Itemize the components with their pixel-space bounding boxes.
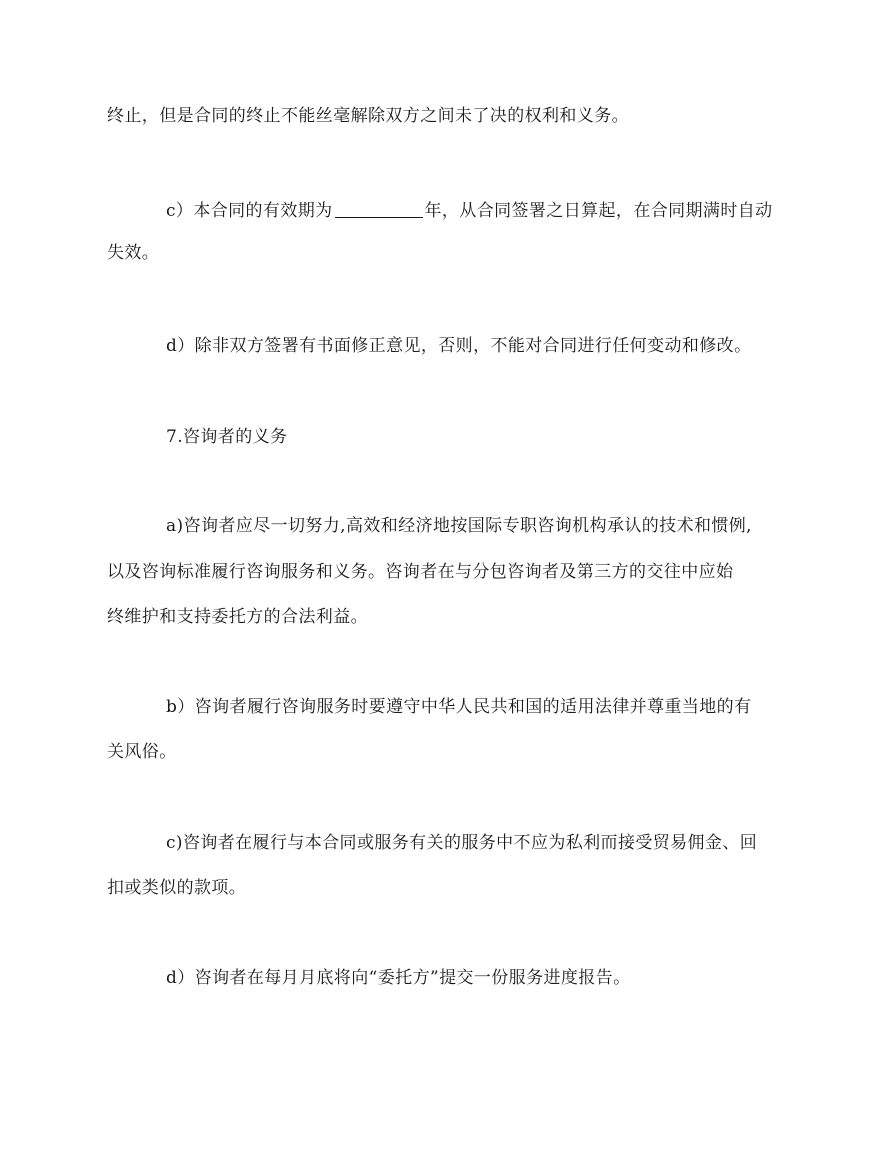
paragraph-line: d）咨询者在每月月底将向“委托方”提交一份服务进度报告。 [166, 968, 631, 988]
paragraph-line: c)咨询者在履行与本合同或服务有关的服务中不应为私利而接受贸易佣金、回 [166, 833, 758, 853]
validity-years-blank [335, 199, 423, 218]
paragraph-line: a)咨询者应尽一切努力,高效和经济地按国际专职咨询机构承认的技术和惯例, [166, 516, 752, 536]
section-heading: 7.咨询者的义务 [166, 427, 288, 447]
paragraph-line: 关风俗。 [107, 742, 177, 762]
validity-clause-suffix: 年，从合同签署之日算起，在合同期满时自动 [424, 201, 773, 221]
validity-clause-line [166, 199, 773, 223]
paragraph-line: 失效。 [107, 243, 160, 263]
paragraph-line: b）咨询者履行咨询服务时要遵守中华人民共和国的适用法律并尊重当地的有 [166, 697, 752, 717]
validity-clause-prefix: c）本合同的有效期为 [166, 201, 333, 221]
paragraph-line: 终维护和支持委托方的合法利益。 [107, 607, 368, 627]
paragraph-line: 以及咨询标准履行咨询服务和义务。咨询者在与分包咨询者及第三方的交往中应始 [107, 562, 734, 582]
paragraph-line: 终止，但是合同的终止不能丝毫解除双方之间未了决的权利和义务。 [107, 106, 629, 126]
paragraph-line: 扣或类似的款项。 [107, 878, 247, 898]
paragraph-line: d）除非双方签署有书面修正意见，否则，不能对合同进行任何变动和修改。 [166, 336, 752, 356]
